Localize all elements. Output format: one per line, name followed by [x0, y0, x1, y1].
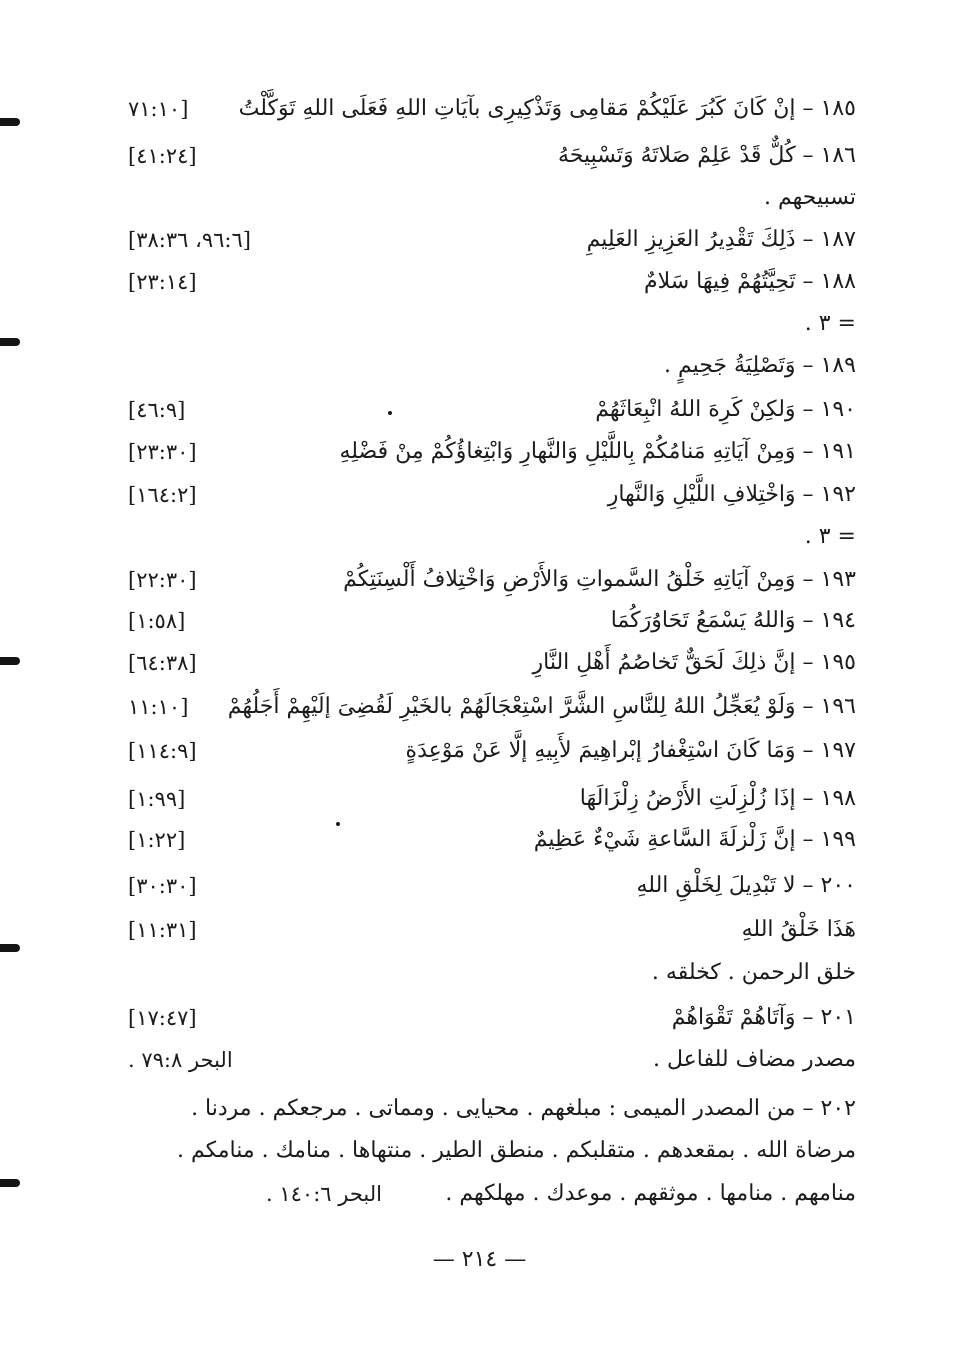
verse-reference: [١٧:٤٧]	[128, 1006, 197, 1030]
line-text: ١٩٦ – وَلَوْ يُعَجِّلُ اللهُ لِلنَّاسِ الشَّرَّ اسْتِعْجَالَهُمْ بالخَيْرِ لَقُضِىَ إلَيْهِمْ أَجَلُهُمْ	[227, 694, 856, 719]
line-text: = ٣ .	[804, 311, 856, 336]
text-line	[128, 220, 856, 260]
verse-reference: [٩٦:٦، ٣٨:٣٦]	[128, 228, 251, 252]
line-text: ١٨٥ – إنْ كَانَ كَبُرَ عَلَيْكُمْ مَقامِى وَتَذْكِيرِى بآيَاتِ اللهِ فَعَلَى اللهِ تَوَكَّلْتُ	[238, 96, 856, 121]
line-text: منامهم . منامها . موثقهم . موعدك . مهلكهم .	[445, 1181, 856, 1206]
line-text: ١٨٩ – وَتَصْلِيَةُ جَحِيمٍ .	[663, 353, 856, 378]
scan-edge-mark	[0, 338, 20, 346]
verse-reference: [١١:١٠	[128, 695, 189, 719]
line-text: ١٩١ – وَمِنْ آيَاتِهِ مَنامُكُمْ بِاللَّيْلِ وَالنَّهارِ وَابْتِغاؤُكُمْ مِنْ فَضْلِهِ	[339, 439, 856, 464]
line-text: مرضاة الله . بمقعدهم . متقلبكم . منطق الطير . منتهاها . منامك . منامكم .	[176, 1138, 856, 1163]
text-line	[128, 1089, 856, 1129]
line-text: تسبيحهم .	[764, 185, 856, 210]
text-line	[128, 643, 856, 683]
page-number: — ٢١٤ —	[432, 1247, 527, 1272]
line-text: خلق الرحمن . كخلقه .	[651, 960, 856, 985]
verse-reference: [١:٥٨]	[128, 609, 186, 633]
verse-reference: [٢٣:١٤]	[128, 270, 197, 294]
line-text: ١٩٩ – إنَّ زَلْزلَةَ السَّاعةِ شَيْءٌ عَظِيمٌ	[533, 827, 856, 852]
source-citation: البحر ٧٩:٨ .	[128, 1048, 233, 1072]
text-line	[128, 346, 856, 386]
line-text: ١٩٣ – وَمِنْ آيَاتِهِ خَلْقُ السَّمواتِ وَالأَرْضِ وَاخْتِلافُ أَلْسِنَتِكُمْ	[343, 567, 856, 592]
source-citation: البحر ١٤٠:٦ .	[266, 1182, 382, 1206]
text-line	[128, 866, 856, 906]
line-text: ١٩٠ – وَلكِنْ كَرِهَ اللهُ انْبِعَاثَهُمْ	[595, 397, 856, 422]
scan-edge-mark	[0, 944, 20, 952]
verse-reference: [١١:٣١]	[128, 918, 197, 942]
text-line	[128, 731, 856, 771]
line-text: ١٨٧ – ذَلِكَ تَقْدِيرُ العَزِيزِ العَلِيمِ	[586, 227, 856, 252]
text-line	[128, 178, 856, 218]
line-text: ٢٠٢ – من المصدر الميمى : مبلغهم . محيايى . ومماتى . مرجعكم . مردنا .	[191, 1096, 856, 1121]
text-line	[128, 89, 856, 129]
verse-reference: [٤١:٢٤]	[128, 144, 197, 168]
line-text: = ٣ .	[804, 524, 856, 549]
text-line	[128, 779, 856, 819]
verse-reference: [١:٢٢]	[128, 828, 186, 852]
scan-edge-mark	[0, 1179, 20, 1187]
text-line	[128, 304, 856, 344]
line-text: ١٩٢ – وَاخْتِلافِ اللَّيْلِ وَالنَّهارِ	[607, 482, 856, 507]
text-line	[128, 475, 856, 515]
verse-reference: [١:٩٩]	[128, 787, 186, 811]
line-text: ١٩٥ – إنَّ ذلِكَ لَحَقٌّ تَخاصُمُ أَهْلِ النَّارِ	[532, 650, 856, 675]
line-text: ٢٠٠ – لا تَبْدِيلَ لِخَلْقِ اللهِ	[636, 873, 856, 898]
line-text: ١٩٤ – وَاللهُ يَسْمَعُ تَحَاوُرَكُمَا	[610, 608, 856, 633]
text-line	[128, 998, 856, 1038]
verse-reference: [٧١:١٠	[128, 97, 189, 121]
line-text: ١٩٨ – إذَا زُلْزِلَتِ الأَرْضُ زِلْزَالَهَا	[579, 786, 856, 811]
text-line	[128, 1131, 856, 1171]
text-line	[128, 953, 856, 993]
verse-reference: [١٦٤:٢]	[128, 483, 197, 507]
text-line	[128, 136, 856, 176]
text-line	[128, 432, 856, 472]
text-line	[128, 910, 856, 950]
text-line	[128, 1040, 856, 1080]
line-text: ١٩٧ – وَمَا كَانَ اسْتِغْفارُ إبْراهِيمَ لأَبِيهِ إلَّا عَنْ مَوْعِدَةٍ	[405, 738, 856, 763]
text-line	[128, 262, 856, 302]
scan-edge-mark	[0, 118, 20, 126]
verse-reference: [٢٢:٣٠]	[128, 568, 197, 592]
text-line	[128, 820, 856, 860]
line-text: مصدر مضاف للفاعل .	[653, 1047, 856, 1072]
line-text: هَذَا خَلْقُ اللهِ	[741, 917, 856, 942]
line-text: ١٨٦ – كُلٌّ قَدْ عَلِمْ صَلاتَهُ وَتَسْبِيحَهُ	[557, 143, 856, 168]
text-line	[128, 601, 856, 641]
verse-reference: [١١٤:٩]	[128, 739, 197, 763]
line-text: ٢٠١ – وَآتَاهُمْ تَقْوَاهُمْ	[671, 1005, 856, 1030]
text-line	[128, 390, 856, 430]
scan-edge-mark	[0, 657, 20, 665]
verse-reference: [٣٠:٣٠]	[128, 874, 197, 898]
text-line	[128, 687, 856, 727]
line-text: ١٨٨ – تَحِيَّتُهُمْ فِيهَا سَلامٌ	[644, 269, 856, 294]
text-line	[128, 1174, 856, 1214]
text-line	[128, 517, 856, 557]
text-line	[128, 560, 856, 600]
verse-reference: [٢٣:٣٠]	[128, 440, 197, 464]
verse-reference: [٤٦:٩]	[128, 398, 186, 422]
verse-reference: [٦٤:٣٨]	[128, 651, 197, 675]
